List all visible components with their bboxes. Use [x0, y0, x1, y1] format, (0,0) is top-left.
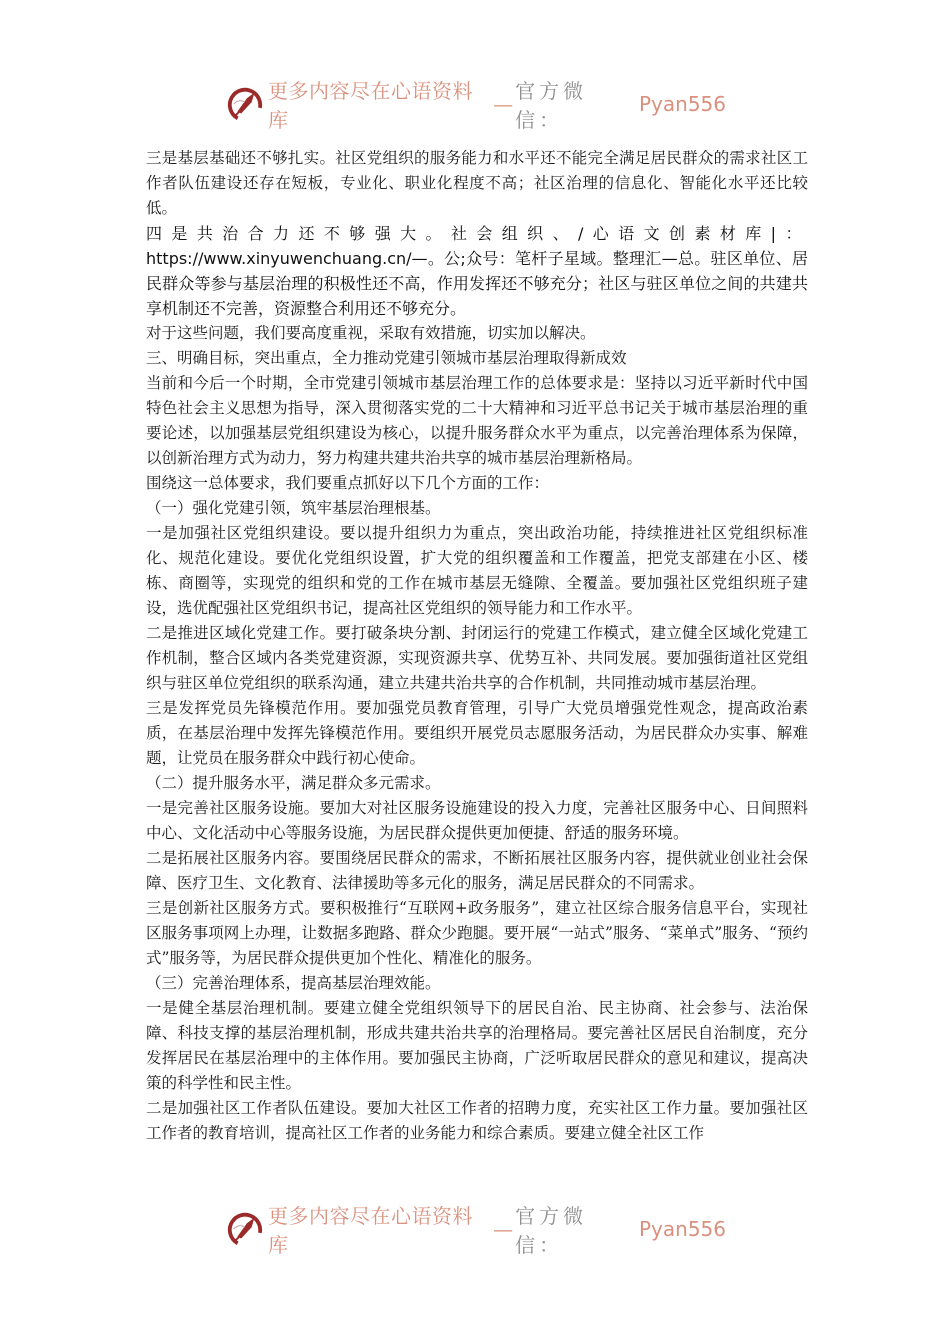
watermark-paragraph — [146, 221, 808, 321]
banner-dash: — — [493, 92, 514, 116]
banner-wechat-id: Pyan556 — [638, 92, 726, 116]
paragraph: 三是基层基础还不够扎实。社区党组织的服务能力和水平还不能完全满足居民群众的需求社区工作者队伍建设还存在短板，专业化、职业化程度不高；社区治理的信息化、智能化水平还比较低。 — [146, 149, 808, 217]
banner-main-text: 更多内容尽在心语资料库 — [268, 79, 473, 132]
paragraph: 二是加强社区工作者队伍建设。要加大社区工作者的招聘力度，充实社区工作力量。要加强社区工作者的教育培训，提高社区工作者的业务能力和综合素质。要建立健全社区工作 — [146, 1099, 808, 1142]
paragraph: 围绕这一总体要求，我们要重点抓好以下几个方面的工作： — [146, 474, 550, 492]
banner-wechat-label: 官方微信： — [515, 1204, 588, 1257]
section-heading: 三、明确目标，突出重点，全力推动党建引领城市基层治理取得新成效 — [146, 349, 627, 367]
paragraph: 一是加强社区党组织建设。要以提升组织力为重点，突出政治功能，持续推进社区党组织标准化、规范化建设。要优化党组织设置，扩大党的组织覆盖和工作覆盖，把党支部建在小区、楼栋、商圈等，实现党的组织和党的工作在城市基层无缝隙、全覆盖。要加强社区党组织班子建设，选优配强社区党组织书记，提高社区党组织的领导能力和工作水平。 — [146, 524, 808, 617]
quill-pen-logo-icon — [226, 1210, 264, 1248]
paragraph: 对于这些问题，我们要高度重视，采取有效措施，切实加以解决。 — [146, 324, 596, 342]
paragraph: 三是创新社区服务方式。要积极推行“互联网+政务服务”，建立社区综合服务信息平台，实现社区服务事项网上办理，让数据多跑路、群众少跑腿。要开展“一站式”服务、“菜单式”服务、“预约式”服务等，为居民群众提供更加个性化、精准化的服务。 — [146, 899, 808, 967]
paragraph: 一是健全基层治理机制。要建立健全党组织领导下的居民自治、民主协商、社会参与、法治保障、科技支撑的基层治理机制，形成共建共治共享的治理格局。要完善社区居民自治制度，充分发挥居民在基层治理中的主体作用。要加强民主协商，广泛听取居民群众的意见和建议，提高决策的科学性和民主性。 — [146, 999, 808, 1092]
subsection-heading: （三）完善治理体系，提高基层治理效能。 — [146, 974, 441, 992]
header-banner — [226, 79, 726, 132]
subsection-heading: （二）提升服务水平，满足群众多元需求。 — [146, 774, 441, 792]
footer-banner — [226, 1204, 726, 1257]
banner-dash: — — [493, 1217, 514, 1241]
document-body — [146, 146, 808, 1146]
subsection-heading: （一）强化党建引领，筑牢基层治理根基。 — [146, 499, 441, 517]
watermark-spaced-text: 四是共治合力还不够强大。社会组织、/心语文创素材库|： — [146, 224, 808, 243]
quill-pen-logo-icon — [226, 85, 264, 123]
paragraph: 一是完善社区服务设施。要加大对社区服务设施建设的投入力度，完善社区服务中心、日间照料中心、文化活动中心等服务设施，为居民群众提供更加便捷、舒适的服务环境。 — [146, 799, 808, 842]
paragraph: 三是发挥党员先锋模范作用。要加强党员教育管理，引导广大党员增强党性观念，提高政治素质，在基层治理中发挥先锋模范作用。要组织开展党员志愿服务活动，为居民群众办实事、解难题，让党员在服务群众中践行初心使命。 — [146, 699, 808, 767]
watermark-url-text: https://www.xinyuwenchuang.cn/—。公;众号：笔杆子星域。整理汇—总。驻区单位、居民群众等参与基层治理的积极性还不高，作用发挥还不够充分；社区与驻区单位之间的共建共享机制还不完善，资源整合利用还不够充分。 — [146, 249, 808, 318]
paragraph: 当前和今后一个时期，全市党建引领城市基层治理工作的总体要求是：坚持以习近平新时代中国特色社会主义思想为指导，深入贯彻落实党的二十大精神和习近平总书记关于城市基层治理的重要论述，以加强基层党组织建设为核心，以提升服务群众水平为重点，以完善治理体系为保障，以创新治理方式为动力，努力构建共建共治共享的城市基层治理新格局。 — [146, 374, 808, 467]
banner-main-text: 更多内容尽在心语资料库 — [268, 1204, 473, 1257]
banner-wechat-id: Pyan556 — [638, 1217, 726, 1241]
banner-wechat-label: 官方微信： — [515, 79, 588, 132]
paragraph: 二是推进区域化党建工作。要打破条块分割、封闭运行的党建工作模式，建立健全区域化党建工作机制，整合区域内各类党建资源，实现资源共享、优势互补、共同发展。要加强街道社区党组织与驻区单位党组织的联系沟通，建立共建共治共享的合作机制，共同推动城市基层治理。 — [146, 624, 808, 692]
paragraph: 二是拓展社区服务内容。要围绕居民群众的需求，不断拓展社区服务内容，提供就业创业社会保障、医疗卫生、文化教育、法律援助等多元化的服务，满足居民群众的不同需求。 — [146, 849, 808, 892]
